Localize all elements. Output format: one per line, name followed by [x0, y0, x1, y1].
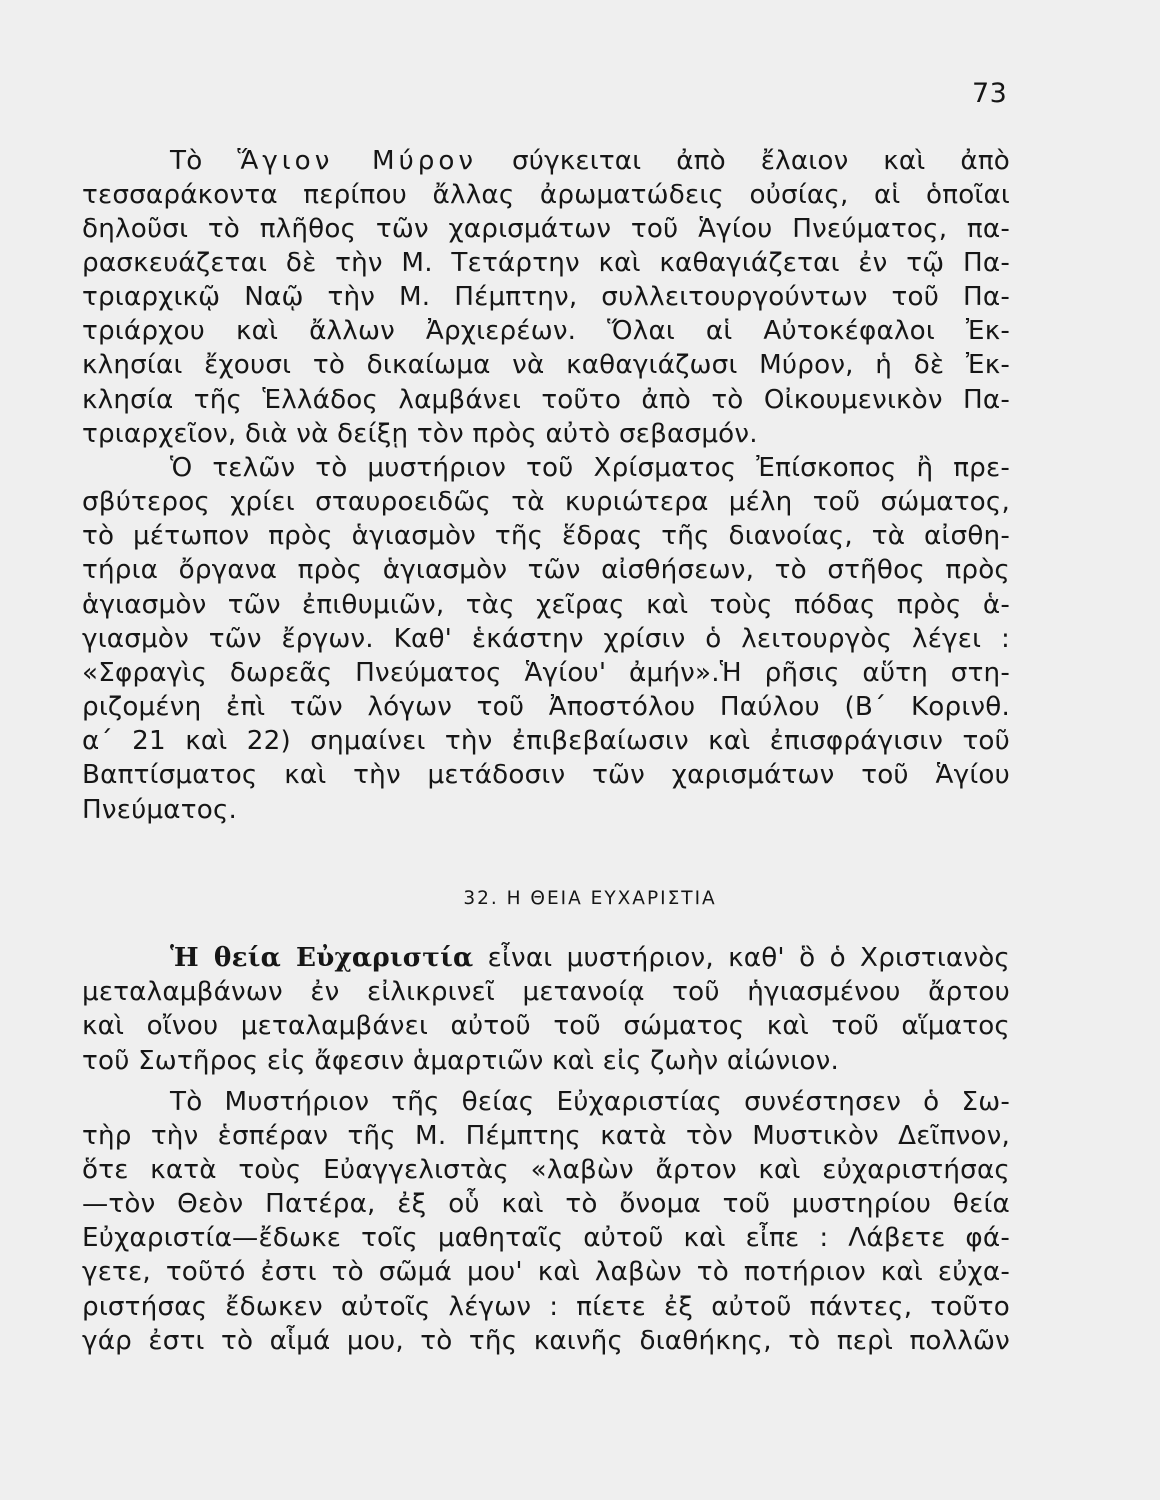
text-line: ρασκευάζεται δὲ τὴν Μ. Τετάρτην καὶ καθαγιάζεται ἐν τῷ Πα- — [82, 248, 1010, 278]
text-line: α΄ 21 καὶ 22) σημαίνει τὴν ἐπιβεβαίωσιν καὶ ἐπισφράγισιν τοῦ — [82, 726, 1010, 756]
text-line: τεσσαράκοντα περίπου ἄλλας ἀρωματώδεις οὐσίας, αἱ ὁποῖαι — [82, 180, 1010, 210]
text-line: μεταλαμβάνων ἐν εἰλικρινεῖ μετανοίᾳ τοῦ ἡγιασμένου ἄρτου — [82, 977, 1010, 1007]
text-line: «Σφραγὶς δωρεᾶς Πνεύματος Ἁγίου' ἀμήν».Ἡ ρῆσις αὕτη στη- — [82, 658, 1010, 688]
text-line: Ὁ τελῶν τὸ μυστήριον τοῦ Χρίσματος Ἐπίσκοπος ἢ πρε- — [170, 453, 1010, 483]
text-line: Τὸ Μυστήριον τῆς θείας Εὐχαριστίας συνέστησεν ὁ Σω- — [170, 1087, 1010, 1117]
text-line: Εὐχαριστία—ἔδωκε τοῖς μαθηταῖς αὐτοῦ καὶ εἶπε : Λάβετε φά- — [82, 1223, 1010, 1253]
text-line: Πνεύματος. — [82, 795, 238, 825]
text-line — [170, 144, 1010, 178]
text-line: κλησία τῆς Ἑλλάδος λαμβάνει τοῦτο ἀπὸ τὸ Οἰκουμενικὸν Πα- — [82, 385, 1010, 415]
text-line: ἁγιασμὸν τῶν ἐπιθυμιῶν, τὰς χεῖρας καὶ τοὺς πόδας πρὸς ἁ- — [82, 590, 1010, 620]
text-line: ριστήσας ἔδωκεν αὐτοῖς λέγων : πίετε ἐξ αὐτοῦ πάντες, τοῦτο — [82, 1292, 1010, 1322]
section-heading: 32. Η ΘΕΙΑ ΕΥΧΑΡΙΣΤΙΑ — [463, 888, 717, 909]
text-line: κλησίαι ἔχουσι τὸ δικαίωμα νὰ καθαγιάζωσι Μύρον, ἡ δὲ Ἐκ- — [82, 350, 1010, 380]
spaced-term: Ἅγιον Μύρον — [237, 146, 478, 176]
text-line: Βαπτίσματος καὶ τὴν μετάδοσιν τῶν χαρισμάτων τοῦ Ἁγίου — [82, 760, 1010, 790]
text-span: εἶναι μυστήριον, καθ' ὃ ὁ Χριστιανὸς — [473, 943, 1010, 973]
text-span: σύγκειται ἀπὸ ἔλαιον καὶ ἀπὸ — [477, 146, 1011, 176]
text-line: δηλοῦσι τὸ πλῆθος τῶν χαρισμάτων τοῦ Ἁγίου Πνεύματος, πα- — [82, 214, 1010, 244]
text-line: σβύτερος χρίει σταυροειδῶς τὰ κυριώτερα μέλη τοῦ σώματος, — [82, 487, 1010, 517]
text-line: τὴρ τὴν ἑσπέραν τῆς Μ. Πέμπτης κατὰ τὸν Μυστικὸν Δεῖπνον, — [82, 1121, 1010, 1151]
text-line: τὸ μέτωπον πρὸς ἁγιασμὸν τῆς ἕδρας τῆς διανοίας, τὰ αἰσθη- — [82, 521, 1010, 551]
text-line: γιασμὸν τῶν ἔργων. Καθ' ἑκάστην χρίσιν ὁ λειτουργὸς λέγει : — [82, 624, 1010, 654]
text-line: τριαρχικῷ Ναῷ τὴν Μ. Πέμπτην, συλλειτουργούντων τοῦ Πα- — [82, 282, 1010, 312]
text-line: τριάρχου καὶ ἄλλων Ἀρχιερέων. Ὅλαι αἱ Αὐτοκέφαλοι Ἐκ- — [82, 316, 1010, 346]
text-line: ὅτε κατὰ τοὺς Εὐαγγελιστὰς «λαβὼν ἄρτον καὶ εὐχαριστήσας — [82, 1155, 1010, 1185]
text-line: γάρ ἐστι τὸ αἷμά μου, τὸ τῆς καινῆς διαθήκης, τὸ περὶ πολλῶν — [82, 1326, 1010, 1356]
text-line: καὶ οἴνου μεταλαμβάνει αὐτοῦ τοῦ σώματος καὶ τοῦ αἵματος — [82, 1011, 1010, 1041]
text-line: τήρια ὄργανα πρὸς ἁγιασμὸν τῶν αἰσθήσεων, τὸ στῆθος πρὸς — [82, 555, 1010, 585]
text-span: Τὸ — [170, 146, 238, 176]
text-line: ριζομένη ἐπὶ τῶν λόγων τοῦ Ἀποστόλου Παύλου (Β΄ Κορινθ. — [82, 692, 1010, 722]
text-line — [170, 941, 1010, 975]
bold-term: Ἡ θεία Εὐχαριστία — [170, 942, 474, 973]
text-line: —τὸν Θεὸν Πατέρα, ἐξ οὗ καὶ τὸ ὄνομα τοῦ μυστηρίου θεία — [82, 1189, 1010, 1219]
text-line: τοῦ Σωτῆρος εἰς ἄφεσιν ἁμαρτιῶν καὶ εἰς ζωὴν αἰώνιον. — [82, 1046, 840, 1076]
text-line: γετε, τοῦτό ἐστι τὸ σῶμά μου' καὶ λαβὼν τὸ ποτήριον καὶ εὐχα- — [82, 1257, 1010, 1287]
page-number: 73 — [972, 78, 1008, 109]
text-line: τριαρχεῖον, διὰ νὰ δείξῃ τὸν πρὸς αὐτὸ σεβασμόν. — [82, 419, 758, 449]
